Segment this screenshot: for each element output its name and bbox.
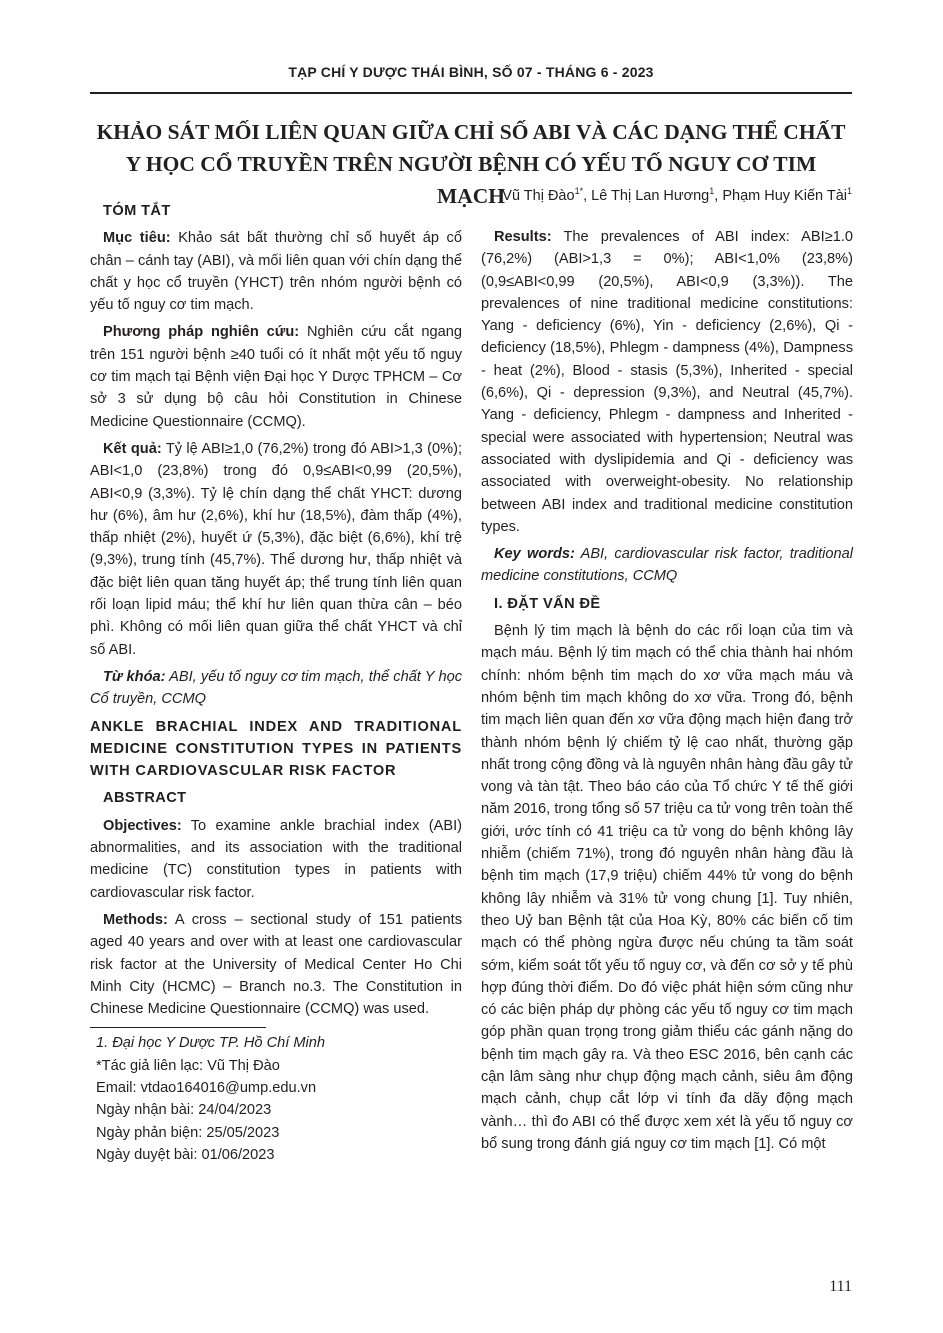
author-affiliation-mark: 1 (709, 186, 715, 196)
summary-heading: TÓM TẮT (103, 203, 171, 219)
left-column (90, 200, 462, 1166)
author-separator: , (583, 187, 592, 204)
footnote-email: Email: vtdao164016@ump.edu.vn (96, 1079, 317, 1096)
article-title-line1: KHẢO SÁT MỐI LIÊN QUAN GIỮA CHỈ SỐ ABI VÀ CÁC DẠNG THỂ CHẤT (96, 120, 846, 144)
footnotes (90, 1032, 462, 1166)
footnote-reviewed: Ngày phản biện: 25/05/2023 (96, 1124, 280, 1141)
summary-objective (90, 227, 462, 316)
methods-label-en: Methods: (103, 911, 168, 928)
right-column (481, 226, 853, 1155)
summary-keywords (90, 666, 462, 711)
abstract-results (481, 226, 853, 538)
footnote-accepted: Ngày duyệt bài: 01/06/2023 (96, 1146, 275, 1163)
results-text: Tỷ lệ ABI≥1,0 (76,2%) trong đó ABI>1,3 (0%); ABI<1,0 (23,8%) trong đó 0,9≤ABI<0,99 (20,5%), ABI<0,9 (3,3%). Tỷ lệ chín dạng thể chất YHCT: dương hư (6%), âm hư (2,6%), khí hư (18,5%), đàm thấp (4%), thấp nhiệt (2%), huyết ứ (5,3%), đặc biệt (6,6%), khí trệ (9,3%), trung tính (45,7%). Thể dương hư, thấp nhiệt và đặc biệt liên quan tăng huyết áp; thể trung tính liên quan rối loạn lipid máu; thể khí hư liên quan thừa cân – béo phì. Không có mối liên quan giữa thể chất YHCT và chỉ số ABI. (90, 440, 463, 658)
journal-header: TẠP CHÍ Y DƯỢC THÁI BÌNH, SỐ 07 - THÁNG 6 - 2023 (288, 64, 654, 80)
keywords-text-en: ABI, cardiovascular risk factor, traditional medicine constitutions, CCMQ (481, 546, 853, 585)
methods-label: Phương pháp nghiên cứu: (103, 324, 300, 341)
intro-paragraph: Bệnh lý tim mạch là bệnh do các rối loạn của tim và mạch máu. Bệnh lý tim mạch có thể chia thành hai nhóm chính: nhóm bệnh tim mạch do xơ vữa mạch máu và nhóm bệnh tim mạch không do xơ vữa. Trong đó, bệnh tim mạch liên quan đến xơ vữa động mạch hiện đang trở thành nhóm bệnh lý chiếm tỷ lệ cao nhất, thường gặp nhất trong cộng đồng và là nguyên nhân hàng đầu gây tử vong và tàn tật. Theo báo cáo của Tổ chức Y tế thế giới năm 2016, trong tổng số 57 triệu ca tử vong trên toàn thế giới, ước tính có 41 triệu ca tử vong do bệnh không lây nhiễm (chiếm 71%), trong đó nguyên nhân hàng đầu là bệnh tim mạch (17,9 triệu) chiếm 44% tử vong do bệnh không lây nhiễm và 31% tử vong chung [1]. Tuy nhiên, theo Uỷ ban Bệnh tật của Hoa Kỳ, 80% các biến cố tim mạch có thể phòng ngừa được nếu chúng ta tầm soát sớm, kiểm soát tốt yếu tố nguy cơ, và đến cơ sở y tế phù hợp đúng thời điểm. Do đó việc phát hiện sớm cũng như có các biện pháp dự phòng các yếu tố nguy cơ tim mạch góp phần quan trọng trong giảm thiểu các gánh nặng do bệnh tim mạch gây ra. Và theo ESC 2016, bên cạnh các cận lâm sàng như chụp động mạch cảnh, siêu âm động mạch cảnh, chụp cắt lớp vi tính đa dãy động mạch vành… thì đo ABI có thể được xem xét là yếu tố nguy cơ bổ sung trong đánh giá nguy cơ tim mạch [1]. Có một (481, 623, 853, 1152)
objectives-label: Objectives: (103, 817, 182, 834)
results-label-en: Results: (494, 229, 552, 245)
author-name: Phạm Huy Kiến Tài (722, 187, 847, 204)
footnote-received: Ngày nhận bài: 24/04/2023 (96, 1102, 272, 1119)
author-separator: , (714, 187, 723, 204)
abstract-methods (90, 909, 462, 1020)
objective-label: Mục tiêu: (103, 230, 171, 247)
keywords-label: Từ khóa: (103, 668, 166, 685)
keywords-label-en: Key words: (494, 546, 575, 563)
methods-text-en: A cross – sectional study of 151 patients aged 40 years and over with at least one cardiovascular risk factor at the University of Medical Center Ho Chi Minh City (HCMC) – Branch no.3. The Constitution in Chinese Medicine Questionnaire (CCMQ) was used. (90, 911, 462, 1018)
footnote-affiliation: 1. Đại học Y Dược TP. Hồ Chí Minh (96, 1035, 325, 1052)
objective-text: Khảo sát bất thường chỉ số huyết áp cổ chân – cánh tay (ABI), và mối liên quan với chín dạng thể chất y học cổ truyền (YHCT) trên nhóm người bệnh có yếu tố nguy cơ tim mạch. (90, 230, 462, 314)
author-affiliation-mark: 1 (846, 186, 852, 196)
keywords-text: ABI, yếu tố nguy cơ tim mạch, thể chất Y học Cổ truyền, CCMQ (90, 668, 463, 708)
footnote-rule (90, 1027, 266, 1028)
intro-heading: I. ĐẶT VẤN ĐỀ (494, 595, 601, 612)
english-title: ANKLE BRACHIAL INDEX AND TRADITIONAL MEDICINE CONSTITUTION TYPES IN PATIENTS WITH CARDIOVASCULAR RISK FACTOR (90, 718, 462, 780)
abstract-keywords (481, 543, 853, 588)
objectives-text: To examine ankle brachial index (ABI) abnormalities, and its association with the traditional medicine (TC) constitution types in patients with cardiovascular risk factor. (90, 817, 462, 901)
abstract-heading: ABSTRACT (103, 790, 187, 807)
summary-results (90, 438, 462, 661)
author-name: Vũ Thị Đào (502, 187, 575, 204)
author-list (502, 186, 852, 204)
author-name: Lê Thị Lan Hương (591, 187, 710, 204)
page-number: 111 (829, 1278, 852, 1295)
footnote-corresponding: *Tác giả liên lạc: Vũ Thị Đào (96, 1057, 280, 1074)
author-affiliation-mark: 1* (574, 186, 584, 196)
header-rule (90, 92, 852, 94)
results-text-en: The prevalences of ABI index: ABI≥1.0 (76,2%) (ABI>1,3 = 0%); ABI<1,0% (23,8%) (0,9≤ABI<0,99 (20,5%), ABI<0,9 (3,3%)). The prevalences of nine traditional medicine constitutions: Yang - deficiency (6%), Yin - deficiency (2,6%), Qi - deficiency (18,5%), Phlegm - dampness (4%), Dampness - heat (2%), Blood - stasis (5,3%), Inherited - special (6,6%), Qi - depression (9,3%), and Neutral (45,7%). Yang - deficiency, Phlegm - dampness and Inherited - special were associated with hypertension; Neutral was associated with dyslipidemia and Qi - deficiency was associated with overweight-obesity. No relationship between ABI index and traditional medicine constitution types. (481, 229, 853, 535)
summary-methods (90, 321, 462, 432)
abstract-objectives (90, 815, 462, 904)
methods-text: Nghiên cứu cắt ngang trên 151 người bệnh ≥40 tuổi có ít nhất một yếu tố nguy cơ tim mạch tại Bệnh viện Đại học Y Dược TPHCM – Cơ sở 3 sử dụng bộ câu hỏi Constitution in Chinese Medicine Questionnaire (CCMQ). (90, 324, 463, 430)
results-label: Kết quả: (103, 440, 162, 457)
article-title-line2: Y HỌC CỔ TRUYỀN TRÊN NGƯỜI BỆNH CÓ YẾU TỐ NGUY CƠ TIM MẠCH (125, 152, 817, 208)
